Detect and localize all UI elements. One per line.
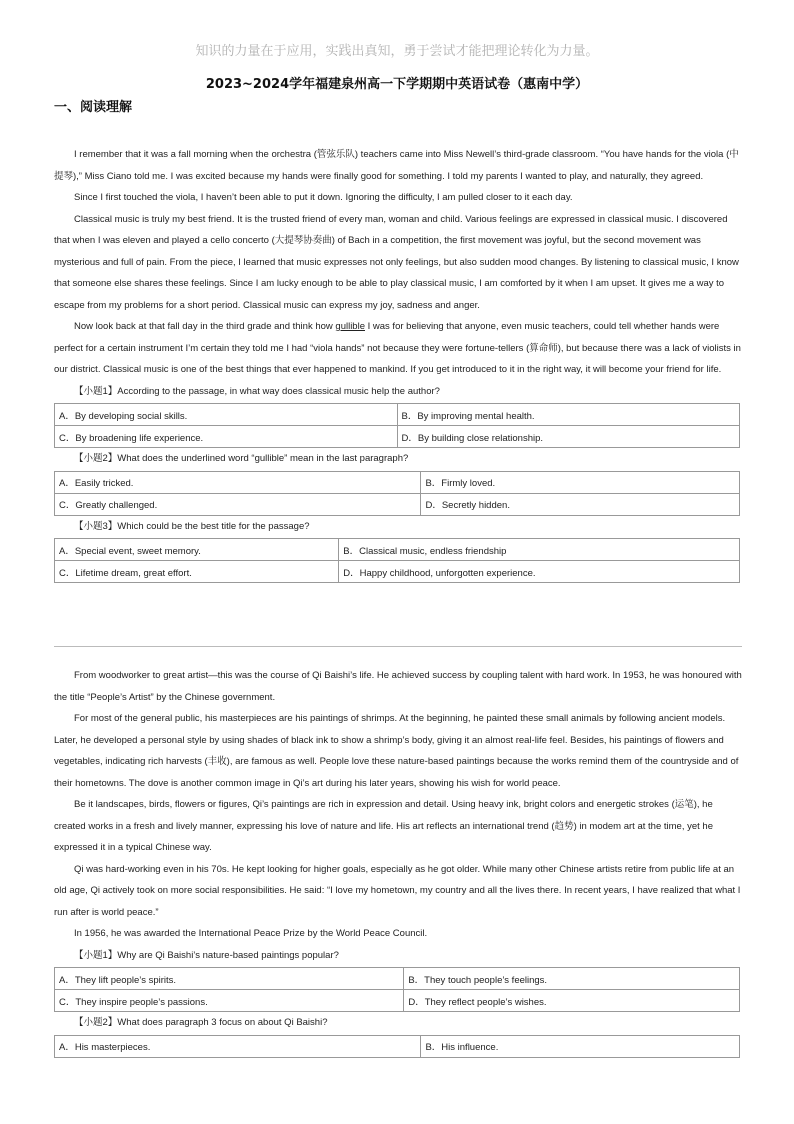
option-d[interactable]: D．Happy childhood, unforgotten experience.: [339, 561, 740, 583]
paragraph: Classical music is truly my best friend. It is the trusted friend of every man, woman and child. Various feelings are expressed in classical music. I discovered that when I was eleven and played a cello concerto (大提琴协奏曲) of Bach in a competition, the first movement was joyful, but the second movement was mysterious and full of pain. From the piece, I learned that music expresses not only feelings, but also sudden mood changes. By listening to classical music, I know that someone else shares these feelings. Since I am lucky enough to be able to play classical music, I am comforted by it when I am upset. It gives me a way to escape from my problems for a short period. Classical music can express my joy, sadness and anger.: [54, 213, 739, 311]
option-a[interactable]: A．His masterpieces.: [55, 1035, 421, 1057]
paragraph: In 1956, he was awarded the International Peace Prize by the World Peace Council.: [74, 928, 428, 939]
underlined-word: gullible: [335, 321, 365, 332]
option-a[interactable]: A．Easily tricked.: [55, 471, 421, 493]
paragraph: For most of the general public, his masterpieces are his paintings of shrimps. At the beginning, he painted these small animals by following ancient models. Later, he developed a personal style by using shades of black ink to show a shrimp’s body, giving it an almost real-life feel. Besides, his paintings of flowers and vegetables, indicating rich harvests (丰收), are famous as well. People love these nature-based paintings because the works remind them of the countryside and of their hometowns. The dove is another common image in Qi’s art during his later years, showing his wish for world peace.: [54, 713, 739, 789]
section-divider: [54, 646, 742, 647]
paragraph: [54, 316, 742, 381]
paragraph-text: I was for believing that anyone, even music teachers, could tell whether hands were perfect for a certain instrument I’m certain they told me I had “viola hands” not because they were fortune-tellers (算命师), but because there was a lack of violists in our district. Classical music is one of the best things that ever happened to mankind. If you get introduced to it in the right way, it will become your friend for life.: [54, 321, 741, 375]
question-stem: 【小题2】What does paragraph 3 focus on about Qi Baishi?: [74, 1017, 328, 1028]
paragraph: Since I first touched the viola, I haven’t been able to put it down. Ignoring the difficulty, I am pulled closer to it each day.: [74, 192, 573, 203]
question-1: [54, 945, 742, 1013]
paragraph: Qi was hard-working even in his 70s. He kept looking for higher goals, especially as he got older. While many other Chinese artists retire from public life at an old age, Qi actively took on more social responsibilities. He said: “I love my hometown, my country and all the lives there. In recent years, I have realized that what I run after is world peace.”: [54, 863, 741, 918]
section-heading: 一、阅读理解: [54, 100, 133, 115]
option-b[interactable]: B．His influence.: [421, 1035, 740, 1057]
option-b[interactable]: B．By improving mental health.: [397, 404, 740, 426]
option-b[interactable]: B．They touch people’s feelings.: [404, 968, 740, 990]
option-c[interactable]: C．Greatly challenged.: [55, 493, 421, 515]
options-table: [54, 403, 740, 448]
options-table: [54, 1035, 740, 1058]
option-d[interactable]: D．Secretly hidden.: [421, 493, 740, 515]
options-table: [54, 967, 740, 1012]
option-d[interactable]: D．By building close relationship.: [397, 426, 740, 448]
question-2: [54, 448, 742, 516]
question-stem: 【小题1】Why are Qi Baishi’s nature-based paintings popular?: [74, 949, 339, 961]
page-title: 2023~2024学年福建泉州高一下学期期中英语试卷（惠南中学）: [205, 77, 589, 92]
paragraph: Be it landscapes, birds, flowers or figures, Qi’s paintings are rich in expression and detail. Using heavy ink, bright colors and energetic strokes (运笔), he created works in a fresh and lively manner, expressing his love of nature and life. His art reflects an international trend (趋势) in modem art at the time, yet he expressed it in a typical Chinese way.: [54, 799, 713, 853]
option-c[interactable]: C．Lifetime dream, great effort.: [55, 561, 339, 583]
options-table: [54, 538, 740, 583]
paragraph-text: Now look back at that fall day in the third grade and think how: [74, 321, 336, 332]
question-stem: 【小题1】According to the passage, in what way does classical music help the author?: [74, 385, 440, 397]
option-b[interactable]: B．Firmly loved.: [421, 471, 740, 493]
option-c[interactable]: C．They inspire people’s passions.: [55, 990, 404, 1012]
question-1: [54, 381, 742, 449]
question-stem: 【小题2】What does the underlined word “gullible” mean in the last paragraph?: [74, 453, 409, 464]
passage-2: [54, 665, 742, 1058]
option-c[interactable]: C．By broadening life experience.: [55, 426, 398, 448]
paragraph: From woodworker to great artist—this was the course of Qi Baishi’s life. He achieved success by coupling talent with hard work. In 1953, he was honoured with the title “People’s Artist” by the Chinese government.: [54, 670, 742, 703]
option-d[interactable]: D．They reflect people’s wishes.: [404, 990, 740, 1012]
watermark-text: 知识的力量在于应用，实践出真知，勇于尝试才能把理论转化为力量。: [195, 44, 599, 59]
option-a[interactable]: A．By developing social skills.: [55, 404, 398, 426]
question-3: [54, 516, 742, 584]
options-table: [54, 471, 740, 516]
option-a[interactable]: A．They lift people’s spirits.: [55, 968, 404, 990]
question-2: [54, 1012, 742, 1058]
question-stem: 【小题3】Which could be the best title for the passage?: [74, 520, 310, 532]
option-b[interactable]: B．Classical music, endless friendship: [339, 539, 740, 561]
option-a[interactable]: A．Special event, sweet memory.: [55, 539, 339, 561]
paragraph: I remember that it was a fall morning when the orchestra (管弦乐队) teachers came into Miss Newell’s third-grade classroom. “You have hands for the viola (中提琴),” Miss Ciano told me. I was excited because my hands were finally good for something. I told my parents I wanted to play, and naturally, they agreed.: [54, 149, 739, 182]
passage-1: [54, 144, 742, 583]
